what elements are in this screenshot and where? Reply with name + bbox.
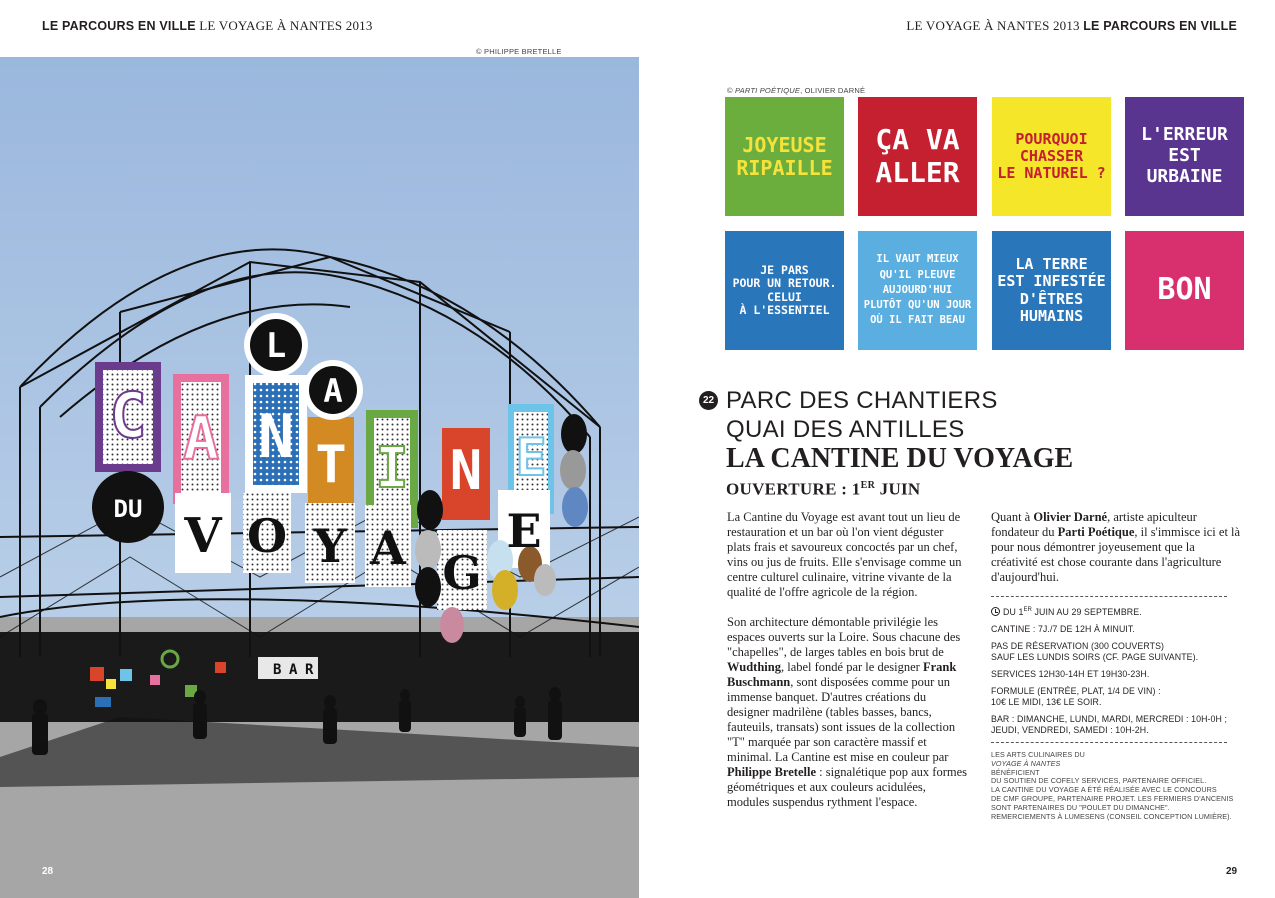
sign-letter-y: Y xyxy=(313,519,347,573)
p2-wudthing: Wudthing xyxy=(727,660,781,674)
stall-letter-r: R xyxy=(305,662,314,678)
venue-location-line1: PARC DES CHANTIERS xyxy=(726,387,998,414)
sign-letter-g: G xyxy=(442,546,482,600)
body-column-left xyxy=(727,510,967,825)
poster-text: L'ERREUR EST URBAINE xyxy=(1141,124,1228,187)
running-header-left xyxy=(42,18,373,34)
header-left-section: LE PARCOURS EN VILLE xyxy=(42,19,196,33)
sign-letter-e: E xyxy=(515,428,547,488)
p3-text-b: , artiste apiculteur fondateur du xyxy=(991,510,1197,539)
info-reservation xyxy=(991,641,1231,663)
sign-letter-o: O xyxy=(246,509,288,563)
running-header-right xyxy=(906,18,1237,34)
partners-line5: SONT PARTENAIRES DU "POULET DU DIMANCHE". xyxy=(991,802,1170,812)
info-formule xyxy=(991,686,1231,708)
body-paragraph-2 xyxy=(727,615,967,810)
stall-letter-a: A xyxy=(289,662,298,678)
reservation-line2: SAUF LES LUNDIS SOIRS (CF. PAGE SUIVANTE). xyxy=(991,651,1199,662)
cantine-photo-svg xyxy=(0,57,639,898)
bar-line2: JEUDI, VENDREDI, SAMEDI : 10H-2H. xyxy=(991,724,1149,735)
posters-credit-prefix: © xyxy=(727,86,733,95)
bar-line1: BAR : DIMANCHE, LUNDI, MARDI, MERCREDI : 10H-0H ; xyxy=(991,713,1228,724)
poster-text: BON xyxy=(1157,272,1212,308)
sign-letter-i: I xyxy=(375,436,409,501)
p2-philippe: Philippe Bretelle xyxy=(727,765,816,779)
partners-note xyxy=(991,749,1234,821)
p2-text-c: , sont disposées comme pour un immense banquet. D'autres créations du designer madrilène (tables basses, bancs, fauteuils, transats) sont issues de la collection "T" marquée par son caractère massif et minimal. La Cantine est mise en couleur par xyxy=(727,675,956,764)
venue-title-lines xyxy=(726,386,1266,502)
poster-ca-va-aller xyxy=(858,97,977,216)
posters-credit-italic: PARTI POÉTIQUE xyxy=(735,86,801,95)
partners-1a: LES ARTS CULINAIRES DU xyxy=(991,749,1085,759)
partners-line2: DU SOUTIEN DE COFELY SERVICES, PARTENAIRE OFFICIEL. xyxy=(991,776,1207,786)
header-right-section: LE PARCOURS EN VILLE xyxy=(1083,19,1237,33)
dates-sup: ER xyxy=(1023,607,1032,613)
sign-letter-l: L xyxy=(265,326,287,366)
p2-text-a: Son architecture démontable privilégie les espaces ouverts sur la Loire. Sous chacune des "chapelles", de larges tables en bois brut de xyxy=(727,615,961,659)
info-services: SERVICES 12H30-14H ET 19H30-23H. xyxy=(991,668,1150,679)
posters-credit xyxy=(727,86,865,95)
stall-letter-b: B xyxy=(273,662,282,678)
p3-text-a: Quant à xyxy=(991,510,1034,524)
formule-line2: 10€ LE MIDI, 13€ LE SOIR. xyxy=(991,696,1102,707)
venue-location-line2: QUAI DES ANTILLES xyxy=(726,416,965,443)
clock-icon xyxy=(991,607,1000,616)
partners-line6: REMERCIEMENTS À LUMESENS (CONSEIL CONCEPTION LUMIÈRE). xyxy=(991,811,1232,821)
practical-info xyxy=(991,590,1234,821)
sign-letter-a: A xyxy=(323,372,343,410)
partners-line1 xyxy=(991,751,1231,777)
photo-credit: © PHILIPPE BRETELLE xyxy=(476,47,562,56)
info-bar-hours xyxy=(991,714,1231,736)
cantine-photo xyxy=(0,57,639,898)
venue-opening xyxy=(726,474,1266,502)
p2-text-b: , label fondé par le designer xyxy=(780,660,923,674)
p3-olivier: Olivier Darné xyxy=(1033,510,1108,524)
info-dates xyxy=(991,605,1231,618)
sign-letter-v: V xyxy=(184,508,222,564)
poster-il-vaut-mieux xyxy=(858,231,977,350)
poster-text: JOYEUSE RIPAILLE xyxy=(736,132,833,180)
dates-suffix: JUIN AU 29 SEPTEMBRE. xyxy=(1032,606,1142,617)
info-cantine-hours: CANTINE : 7J./7 DE 12H À MINUIT. xyxy=(991,623,1135,634)
p3-text-c: , il s'immisce ici et là pour nous démontrer joyeusement que la créativité est chose courante dans l'agriculture d'aujourd'hui. xyxy=(991,525,1241,584)
poster-je-pars xyxy=(725,231,844,350)
partners-line3: LA CANTINE DU VOYAGE A ÉTÉ RÉALISÉE AVEC LE CONCOURS xyxy=(991,785,1217,795)
partners-1i: VOYAGE À NANTES xyxy=(991,758,1061,768)
p3-parti: Parti Poétique xyxy=(1057,525,1135,539)
header-left-publication: LE VOYAGE À NANTES 2013 xyxy=(199,18,373,33)
body-column-right xyxy=(991,510,1241,585)
sign-letter-t: T xyxy=(315,435,347,495)
dates-prefix: DU 1 xyxy=(1003,606,1024,617)
partners-line4: DE CMF GROUPE, PARTENAIRE PROJET. LES FERMIERS D'ANCENIS xyxy=(991,793,1234,803)
poster-bon xyxy=(1125,231,1244,350)
opening-sup: ER xyxy=(860,480,876,491)
sign-letter-n2: N xyxy=(449,439,483,502)
p2-frank: Frank Buschmann xyxy=(727,660,957,689)
body-paragraph-3 xyxy=(991,510,1241,585)
page-number-left: 28 xyxy=(42,866,54,877)
opening-suffix: JUIN xyxy=(875,479,921,499)
page-number-right: 29 xyxy=(1226,866,1238,877)
poster-erreur-urbaine xyxy=(1125,97,1244,216)
poster-text: LA TERRE EST INFESTÉE D'ÊTRES HUMAINS xyxy=(997,255,1106,325)
reservation-line1: PAS DE RÉSERVATION (300 COUVERTS) xyxy=(991,640,1165,651)
sign-letter-c: C xyxy=(109,379,147,452)
sign-letter-a2: A xyxy=(182,404,220,474)
poster-text: IL VAUT MIEUX QU'IL PLEUVE AUJOURD'HUI PLUTÔT QU'UN JOUR OÙ IL FAIT BEAU xyxy=(863,253,972,327)
poster-pourquoi-chasser xyxy=(992,97,1111,216)
sign-word-du: DU xyxy=(113,495,143,523)
poster-grid xyxy=(725,97,1245,351)
formule-line1: FORMULE (ENTRÉE, PLAT, 1/4 DE VIN) : xyxy=(991,685,1161,696)
sign-letter-e2: E xyxy=(506,504,542,558)
p2-text-d: : signalétique pop aux formes géométriques et aux couleurs acidulées, modules suspendus rythment l'espace. xyxy=(727,765,968,809)
venue-name: LA CANTINE DU VOYAGE xyxy=(726,443,1074,474)
header-right-publication: LE VOYAGE À NANTES 2013 xyxy=(906,18,1080,33)
sign-letter-n: N xyxy=(257,402,295,472)
divider-top xyxy=(991,596,1227,597)
body-paragraph-1: La Cantine du Voyage est avant tout un lieu de restauration et un bar où l'on vient déguster plats frais et savoureux concoctés par un chef, vins ou jus de fruits. Elle s'envisage comme un centre culturel culinaire, vitrine vivante de la qualité de l'offre agricole de la région. xyxy=(727,510,962,599)
opening-prefix: OUVERTURE : 1 xyxy=(726,479,861,499)
poster-la-terre xyxy=(992,231,1111,350)
posters-credit-rest: , OLIVIER DARNÉ xyxy=(800,86,866,95)
poster-text: JE PARS POUR UN RETOUR. CELUI À L'ESSENTIEL xyxy=(732,263,837,317)
partners-1b: BÉNÉFICIENT xyxy=(991,767,1040,777)
divider-bottom xyxy=(991,742,1227,743)
poster-text: POURQUOI CHASSER LE NATUREL ? xyxy=(997,129,1106,183)
venue-number-badge: 22 xyxy=(699,391,718,410)
poster-joyeuse-ripaille xyxy=(725,97,844,216)
poster-text: ÇA VA ALLER xyxy=(875,123,960,189)
sign-letter-a3: A xyxy=(370,521,406,575)
